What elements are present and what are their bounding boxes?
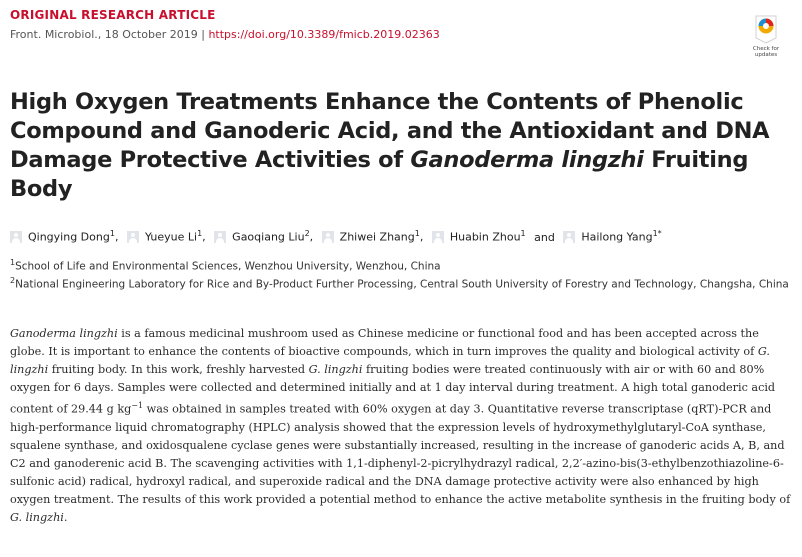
author-link[interactable] (214, 229, 313, 244)
author-separator: , (419, 230, 424, 244)
author-link[interactable] (563, 229, 661, 244)
author-name: Zhiwei Zhang (339, 230, 415, 244)
author-conjunction: and (534, 230, 555, 244)
affiliation-list (10, 256, 790, 291)
author-separator: , (309, 230, 314, 244)
author-list (10, 229, 790, 244)
author-affiliation-mark: 2 (304, 229, 310, 238)
avatar-icon (322, 231, 334, 243)
author-affiliation-mark: 1* (652, 229, 662, 238)
abstract-species: Ganoderma lingzhi (10, 327, 118, 340)
author-name: Yueyue Li (144, 230, 198, 244)
author-affiliation-mark: 1 (414, 229, 420, 238)
affiliation-item (10, 256, 790, 274)
title-main: High Oxygen Treatments Enhance the Contents of Phenolic Compound and Ganoderic Acid, and the Antioxidant and DNA Damage Protective Activities of (10, 89, 770, 173)
check-for-updates-label: Check for updates (752, 46, 780, 58)
affiliation-number: 2 (10, 275, 16, 285)
abstract-text: fruiting body. In this work, freshly harvested (48, 363, 309, 376)
abstract-species: G. lingzhi (10, 510, 64, 524)
abstract-species: G. lingzhi (10, 345, 770, 376)
author-name: Qingying Dong (28, 230, 110, 244)
article-title (10, 88, 780, 204)
author-link[interactable] (127, 229, 206, 244)
author-affiliation-mark: 1 (520, 229, 526, 238)
avatar-icon (563, 231, 575, 243)
citation-separator: | (197, 28, 209, 41)
abstract-text: was obtained in samples treated with 60% oxygen at day 3. Quantitative reverse transcriptase (qRT)-PCR and high-performance liquid chromatography (HPLC) analysis showed that the expression levels of hydroxymethylglutaryl-CoA synthase, squalene synthase, and oxidosqualene cyclase genes were substantially increased, resulting in the increase of ganoderic acids A, B, and C2 and ganoderenic acid B. The scavenging activities with 1,1-diphenyl-2-picrylhydrazyl radical, 2,2′-azino-bis(3-ethylbenzothiazoline-6-sulfonic acid) radical, hydroxyl radical, and superoxide radical and the DNA damage protective activity were also enhanced by high oxygen treatment. The results of this work provided a potential method to enhance the active metabolite synthesis in the fruiting body of (10, 402, 791, 506)
author-link[interactable] (322, 229, 424, 244)
avatar-icon (10, 231, 22, 243)
abstract (10, 325, 792, 527)
author-name: Gaoqiang Liu (232, 230, 305, 244)
affiliation-number: 1 (10, 258, 16, 267)
title-species: Ganoderma lingzhi (410, 147, 644, 173)
author-name: Huabin Zhou (449, 230, 521, 244)
author-name: Hailong Yang (581, 230, 653, 244)
author-separator: , (114, 230, 119, 244)
abstract-superscript: −1 (131, 401, 144, 410)
journal-date: Front. Microbiol., 18 October 2019 (10, 28, 198, 41)
abstract-species: G. lingzhi (308, 363, 363, 376)
check-for-updates-badge[interactable] (746, 14, 786, 60)
avatar-icon (432, 231, 444, 243)
doi-link[interactable]: https://doi.org/10.3389/fmicb.2019.02363 (208, 28, 440, 41)
author-link[interactable] (432, 229, 526, 244)
citation-line (10, 28, 440, 41)
article-type-label: ORIGINAL RESEARCH ARTICLE (10, 8, 216, 22)
avatar-icon (127, 231, 139, 243)
affiliation-text: National Engineering Laboratory for Rice and By-Product Further Processing, Central South University of Forestry and Technology, Changsha, China (15, 278, 789, 290)
title-tail: Fruiting Body (10, 147, 749, 202)
affiliation-item (10, 274, 790, 292)
avatar-icon (214, 231, 226, 243)
affiliation-text: School of Life and Environmental Sciences, Wenzhou University, Wenzhou, China (15, 260, 441, 273)
author-affiliation-mark: 1 (109, 229, 115, 238)
author-affiliation-mark: 1 (197, 229, 203, 238)
abstract-text: fruiting bodies were treated continuously with air or with 60 and 80% oxygen for 6 days. Samples were collected and determined initially and at 1 day interval during treatment. A high total ganoderic acid content of 29.44 g kg (10, 363, 776, 416)
abstract-text: . (63, 510, 68, 524)
check-for-updates-icon (754, 14, 778, 44)
abstract-text: is a famous medicinal mushroom used as Chinese medicine or functional food and has been accepted across the globe. It is important to enhance the contents of bioactive compounds, which in turn improves the quality and biological activity of (10, 327, 759, 358)
author-link[interactable] (10, 229, 118, 244)
author-separator: , (202, 230, 206, 244)
